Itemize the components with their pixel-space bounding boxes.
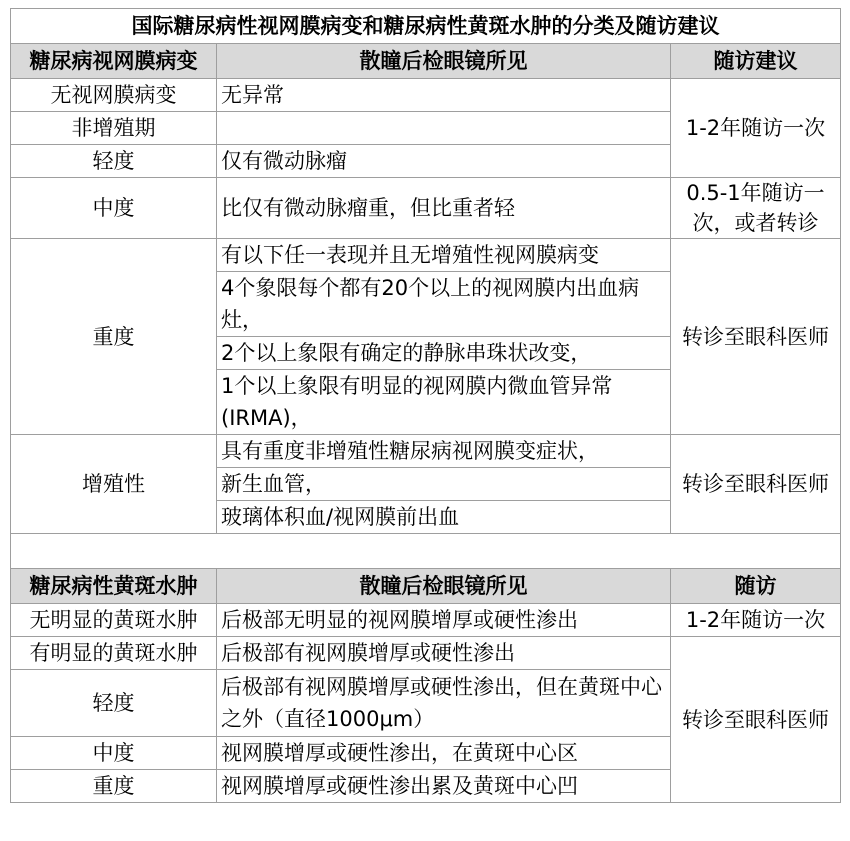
dr-followup-routine: 1-2年随访一次 (671, 79, 841, 178)
dr-grade-npdr: 非增殖期 (11, 112, 217, 145)
dr-followup-moderate: 0.5-1年随访一次，或者转诊 (671, 178, 841, 239)
dr-grade-moderate: 中度 (11, 178, 217, 239)
dme-followup-referral: 转诊至眼科医师 (671, 637, 841, 803)
table-title: 国际糖尿病性视网膜病变和糖尿病性黄斑水肿的分类及随访建议 (11, 9, 841, 44)
dme-grade-present: 有明显的黄斑水肿 (11, 637, 217, 670)
dr-followup-severe: 转诊至眼科医师 (671, 239, 841, 435)
dr-grade-none: 无视网膜病变 (11, 79, 217, 112)
dr-finding-severe-item: 1个以上象限有明显的视网膜内微血管异常(IRMA)， (217, 370, 671, 435)
dme-finding-mild: 后极部有视网膜增厚或硬性渗出，但在黄斑中心之外（直径1000μm） (217, 670, 671, 737)
dr-followup-proliferative: 转诊至眼科医师 (671, 435, 841, 534)
dme-grade-mild: 轻度 (11, 670, 217, 737)
header-dme-grade: 糖尿病性黄斑水肿 (11, 569, 217, 604)
dr-finding-severe-item: 2个以上象限有确定的静脉串珠状改变， (217, 337, 671, 370)
dme-finding-moderate: 视网膜增厚或硬性渗出，在黄斑中心区 (217, 737, 671, 770)
dme-finding-present: 后极部有视网膜增厚或硬性渗出 (217, 637, 671, 670)
header-dr-followup: 随访建议 (671, 44, 841, 79)
dr-finding-pdr-item: 具有重度非增殖性糖尿病视网膜变症状， (217, 435, 671, 468)
header-dme-followup: 随访 (671, 569, 841, 604)
dme-finding-severe: 视网膜增厚或硬性渗出累及黄斑中心凹 (217, 770, 671, 803)
dr-finding-moderate: 比仅有微动脉瘤重，但比重者轻 (217, 178, 671, 239)
dr-grade-mild: 轻度 (11, 145, 217, 178)
dr-finding-pdr-item: 新生血管， (217, 468, 671, 501)
dme-grade-moderate: 中度 (11, 737, 217, 770)
classification-table (10, 8, 841, 803)
header-dr-grade: 糖尿病视网膜病变 (11, 44, 217, 79)
header-dme-finding: 散瞳后检眼镜所见 (217, 569, 671, 604)
dme-followup-absent: 1-2年随访一次 (671, 604, 841, 637)
dme-grade-absent: 无明显的黄斑水肿 (11, 604, 217, 637)
dme-grade-severe: 重度 (11, 770, 217, 803)
dr-finding-none: 无异常 (217, 79, 671, 112)
dr-finding-severe-item: 有以下任一表现并且无增殖性视网膜病变 (217, 239, 671, 272)
dr-grade-proliferative: 增殖性 (11, 435, 217, 534)
dr-finding-severe-item: 4个象限每个都有20个以上的视网膜内出血病灶， (217, 272, 671, 337)
section-spacer (11, 534, 841, 569)
dr-finding-npdr (217, 112, 671, 145)
dr-grade-severe: 重度 (11, 239, 217, 435)
dme-finding-absent: 后极部无明显的视网膜增厚或硬性渗出 (217, 604, 671, 637)
header-dr-finding: 散瞳后检眼镜所见 (217, 44, 671, 79)
dr-finding-pdr-item: 玻璃体积血/视网膜前出血 (217, 501, 671, 534)
dr-finding-mild: 仅有微动脉瘤 (217, 145, 671, 178)
